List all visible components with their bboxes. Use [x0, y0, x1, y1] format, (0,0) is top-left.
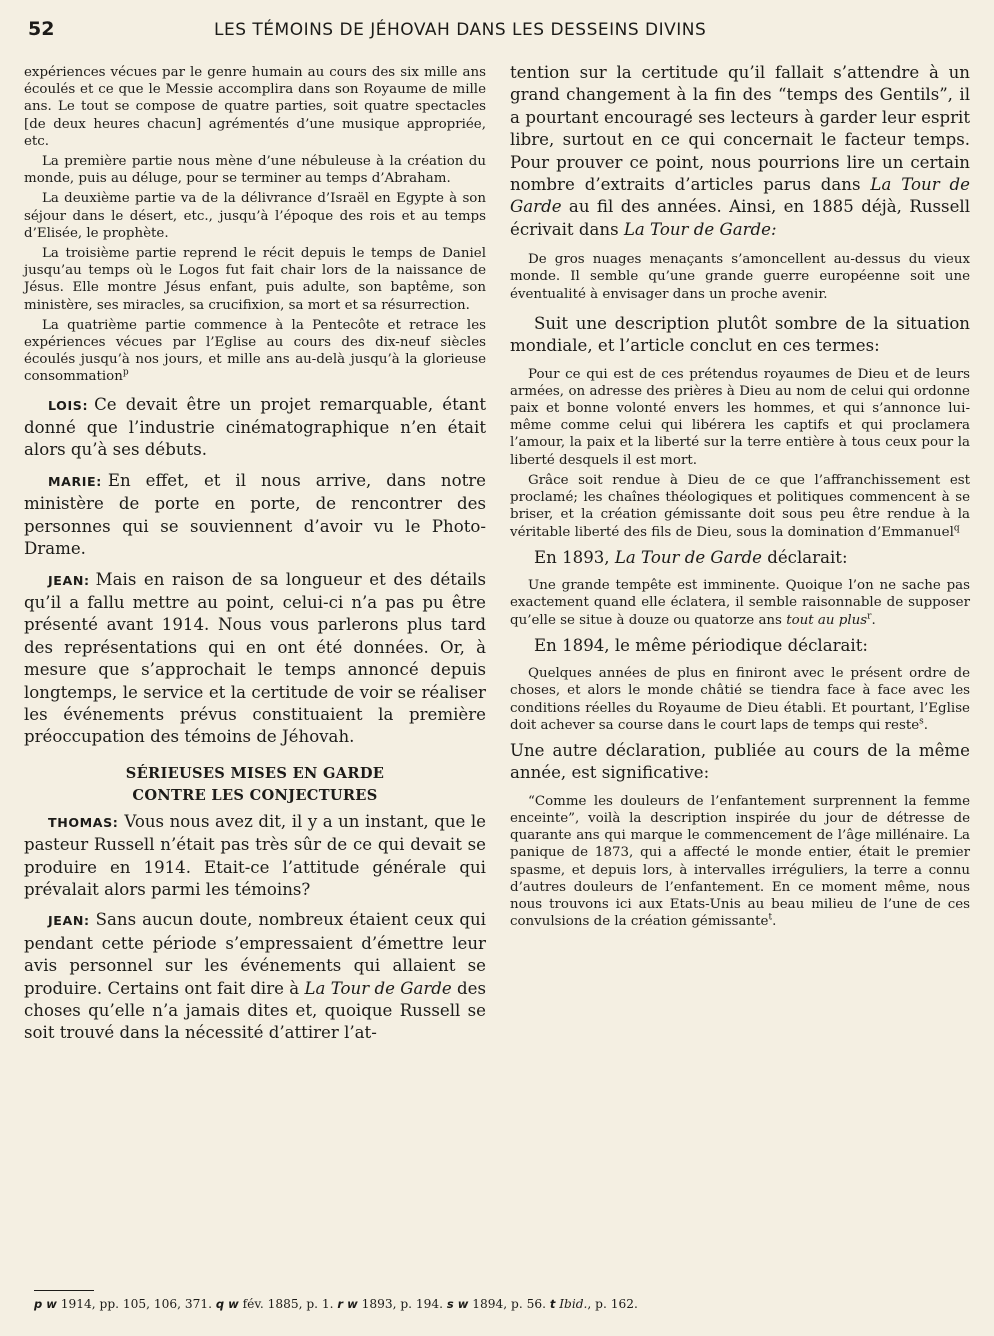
footnote-mark: p w: [34, 1297, 57, 1311]
paragraph-text: La quatrième partie commence à la Pentecôte et retrace les expériences vécues par l’Eglise au cours des dix-neuf siècles écoulés jusqu’à nos jours, et mille ans au-delà jusqu’à la glorieuse consommation: [24, 317, 486, 385]
dialog-text: Vous nous avez dit, il y a un instant, que le pasteur Russell n’était pas très sûr de ce qui devait se produire en 1914. Etait-ce l’attitude générale qui prévalait alors parmi les témoins?: [24, 811, 486, 899]
paragraph: En 1894, le même périodique déclarait:: [534, 635, 868, 655]
heading-line: SÉRIEUSES MISES EN GARDE: [125, 764, 385, 782]
footnote-text: 1894, p. 56.: [468, 1297, 550, 1311]
left-column: [24, 64, 486, 1049]
footnote-text: 1914, pp. 105, 106, 371.: [56, 1297, 216, 1311]
quote: [510, 665, 970, 734]
quote-text: Grâce soit rendue à Dieu de ce que l’affranchissement est proclamé; les chaînes théologiques et politiques commencent à se briser, et la création gémissante doit sous peu être rendue à la véritable liberté des fils de Dieu, sous la domination d’Emmanuel: [510, 472, 970, 540]
dialog-text: Sans aucun doute, nombreux étaient ceux qui pendant cette période s’empressaient d’émettre leur avis personnel sur les événements qui allaient se produire. Certains ont fait dire à: [24, 910, 486, 998]
speaker-label: MARIE:: [48, 473, 102, 489]
quote-text: .: [871, 612, 876, 628]
paragraph: La première partie nous mène d’une nébuleuse à la création du monde, puis au déluge, pour se terminer au temps d’Abraham.: [24, 154, 486, 187]
emphasis: tout au plus: [786, 612, 868, 628]
paragraph: Suit une description plutôt sombre de la situation mondiale, et l’article conclut en ces termes:: [510, 313, 970, 356]
quote: [510, 472, 970, 541]
footnote-text: 1893, p. 194.: [357, 1297, 447, 1311]
footnote-ref: q: [953, 523, 960, 534]
publication-title: La Tour de Garde: [510, 175, 970, 217]
footnotes: [34, 1296, 934, 1312]
paragraph-text: déclarait:: [761, 547, 848, 567]
speaker-label: JEAN:: [48, 572, 90, 588]
paragraph: [510, 62, 970, 241]
footnote-mark: t: [549, 1297, 556, 1311]
page-number: 52: [28, 18, 55, 40]
publication-title: La Tour de Garde:: [623, 219, 777, 239]
paragraph: La troisième partie reprend le récit depuis le temps de Daniel jusqu’au temps où le Logos fut fait chair lors de la naissance de Jésus. Elle montre Jésus enfant, puis adulte, son baptême, son ministère, ses miracles, sa crucifixion, sa mort et sa résurrection.: [24, 246, 486, 313]
dialog-lois: [24, 394, 486, 462]
quote-text: “Comme les douleurs de l’enfantement surprennent la femme enceinte”, voilà la description inspirée du jour de détresse de quarante ans qui marque le commencement de l’âge millénaire. La panique de 1873, qui a affecté le monde entier, était le premier spasme, et depuis lors, à intervalles irréguliers, la terre a connu d’autres douleurs de l’enfantement. En ce moment même, nous nous trouvons ici aux Etats-Unis au beau milieu de l’une de ces convulsions de la création gémissante: [510, 793, 970, 930]
right-column: [510, 64, 970, 933]
dialog-jean: [24, 909, 486, 1044]
footnote-ref: t: [768, 912, 773, 923]
quote-text: Quelques années de plus en finiront avec le présent ordre de choses, et alors le monde châtié se tiendra face à face avec les conditions réelles du Royaume de Dieu établi. Et pourtant, l’Eglise doit achever sa course dans le court laps de temps qui reste: [510, 666, 970, 733]
speaker-label: LOIS:: [48, 397, 89, 413]
quote: [510, 793, 970, 931]
footnote-text: , p. 162.: [587, 1297, 638, 1311]
footnote-divider: [34, 1290, 94, 1291]
section-heading: [24, 763, 486, 807]
quote: [510, 577, 970, 629]
paragraph: La deuxième partie va de la délivrance d’Israël en Egypte à son séjour dans le désert, etc., jusqu’à l’époque des rois et au temps d’Elisée, le prophète.: [24, 191, 486, 241]
paragraph: [510, 547, 970, 569]
publication-title: La Tour de Garde: [614, 547, 762, 567]
paragraph: Une autre déclaration, publiée au cours de la même année, est significative:: [510, 740, 970, 783]
publication-title: La Tour de Garde: [304, 978, 452, 998]
dialog-text: Mais en raison de sa longueur et des détails qu’il a fallu mettre au point, celui-ci n’a pas pu être présenté avant 1914. Nous vous parlerons plus tard des représentations qui en ont été données. Or, à mesure que s’approchait le temps annoncé depuis longtemps, le service et la certitude de voir se réaliser les événements prévus constituaient la première préoccupation des témoins de Jéhovah.: [24, 569, 486, 747]
dialog-text: des choses qu’elle n’a jamais dites et, quoique Russell se soit trouvé dans la nécessité d’attirer l’at-: [24, 978, 487, 1043]
footnote-ref: p: [122, 367, 129, 378]
speaker-label: JEAN:: [48, 913, 90, 929]
dialog-text: Ce devait être un projet remarquable, étant donné que l’industrie cinématographique n’en était alors qu’à ses débuts.: [24, 394, 486, 460]
speaker-label: THOMAS:: [48, 814, 119, 830]
running-title: LES TÉMOINS DE JÉHOVAH DANS LES DESSEINS DIVINS: [214, 20, 707, 40]
paragraph-text: En 1893,: [534, 547, 615, 567]
footnote-mark: r w: [337, 1297, 358, 1311]
dialog-thomas: [24, 811, 486, 902]
quote: Pour ce qui est de ces prétendus royaumes de Dieu et de leurs armées, on adresse des prières à Dieu au nom de celui qui ordonne paix et bonne volonté envers les hommes, et qui s’annonce lui-même comme celui qui libérera les captifs et qui proclamera l’amour, la paix et la liberté sur la terre entière à tous ceux pour la liberté desquels il est mort.: [510, 366, 970, 468]
footnote-text: fév. 1885, p. 1.: [238, 1297, 338, 1311]
page-header: [22, 18, 972, 44]
footnote-ref: r: [867, 611, 872, 622]
paragraph: [24, 317, 486, 386]
quote-text: Une grande tempête est imminente. Quoique l’on ne sache pas exactement quand elle éclatera, il semble raisonnable de supposer qu’elle se situe à douze ou quatorze ans: [510, 578, 970, 628]
dialog-marie: [24, 470, 486, 561]
paragraph-text: au fil des années. Ainsi, en 1885 déjà, Russell écrivait dans: [510, 197, 970, 239]
heading-line: CONTRE LES CONJECTURES: [132, 786, 378, 804]
footnote-mark: s w: [446, 1297, 469, 1311]
footnote-italic: Ibid.: [555, 1297, 588, 1311]
dialog-jean: [24, 569, 486, 749]
quote: De gros nuages menaçants s’amoncellent au-dessus du vieux monde. Il semble qu’une grande guerre européenne soit une éventualité à envisager dans un proche avenir.: [510, 252, 970, 302]
dialog-text: En effet, et il nous arrive, dans notre ministère de porte en porte, de rencontrer des personnes qui se souviennent d’avoir vu le Photo-Drame.: [24, 470, 486, 559]
paragraph: expériences vécues par le genre humain au cours des six mille ans écoulés et ce que le Messie accomplira dans son Royaume de mille ans. Le tout se compose de quatre parties, soit quatre spectacles [de deux heures chacun] agrémentés d’une musique appropriée, etc.: [24, 65, 486, 149]
footnote-ref: s: [919, 716, 924, 727]
paragraph-text: tention sur la certitude qu’il fallait s’attendre à un grand changement à la fin des “temps des Gentils”, il a pourtant encouragé ses lecteurs à garder leur esprit libre, surtout en ce qui concernait le facteur temps. Pour prouver ce point, nous pourrions lire un certain nombre d’extraits d’articles parus dans: [510, 63, 970, 195]
quote-text: .: [772, 914, 777, 930]
footnote-mark: q w: [215, 1297, 239, 1311]
quote-text: .: [923, 717, 929, 733]
